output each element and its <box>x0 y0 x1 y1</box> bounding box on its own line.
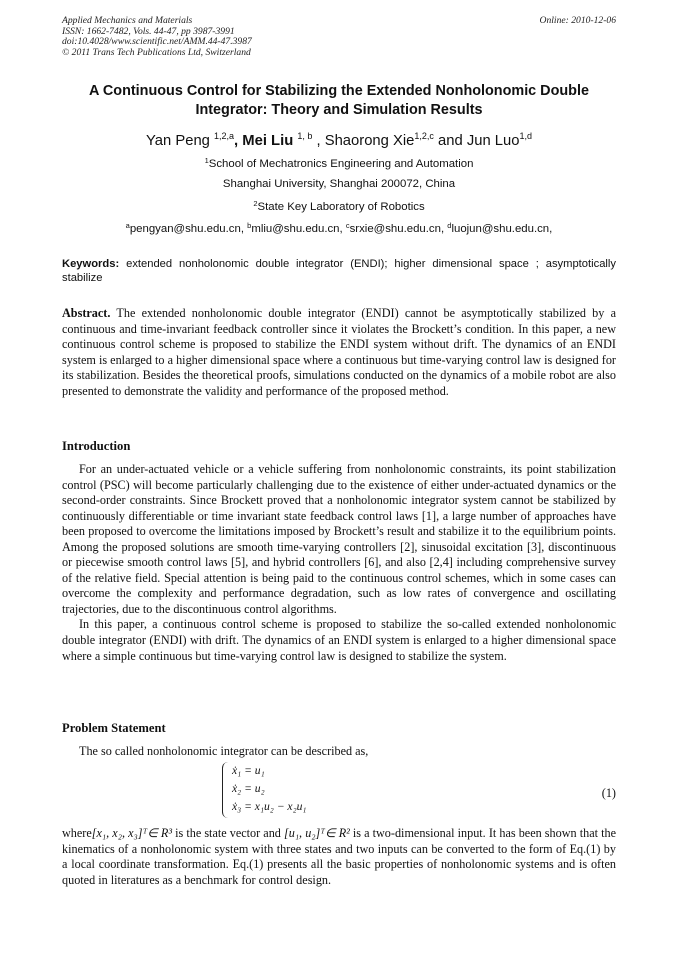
affiliation-1: $^1$School of Mechatronics Engineering and Automation <box>204 156 474 170</box>
state-vector-math: [x₁, x₂, x₃]ᵀ∈ R³ <box>91 826 173 840</box>
equation-line-1: ẋ₁ = u₁ <box>232 764 265 777</box>
journal-header <box>62 16 616 58</box>
title-line-2: Integrator: Theory and Simulation Results <box>195 101 483 118</box>
introduction-paragraph-2: In this paper, a continuous control scheme is proposed to stabilize the so-called extended nonholonomic double integrator (ENDI) with drift. The dynamics of an ENDI system is enlarged to a higher dimensional space where a simple continuous but time-varying control law is designed to stabilize the system. <box>62 617 616 663</box>
title-line-1: A Continuous Control for Stabilizing the Extended Nonholonomic Double <box>89 83 589 99</box>
author-4: and Jun Luo <box>433 133 520 149</box>
equation-number: (1) <box>601 786 616 800</box>
keywords-text: extended nonholonomic double integrator (ENDI); higher dimensional space ; asymptotically stabilize <box>62 258 616 284</box>
equation-line-2: ẋ₂ = u₂ <box>232 782 265 795</box>
introduction-body <box>62 462 616 664</box>
journal-name: Applied Mechanics and Materials <box>62 15 193 26</box>
author-1: Yan Peng <box>146 133 215 149</box>
affiliation-2: $^2$State Key Laboratory of Robotics <box>253 199 425 213</box>
author-3-affiliation: 1,2,c <box>414 131 434 141</box>
author-1-affiliation: 1,2,a <box>214 131 235 141</box>
problem-paragraph-2: where[x₁, x₂, x₃]ᵀ∈ R³ is the state vector and [u₁, u₂]ᵀ∈ R² is a two-dimensional input. It has been shown that the kinematics of a nonholonomic system with three states and two inputs can be converted to the form of Eq.(1) by a local coordinate transformation. Eq.(1) presents all the basic properties of nonholonomic systems and is often quoted in literatures as a benchmark for control design. <box>62 826 616 887</box>
equation-brace <box>222 762 229 818</box>
author-4-affiliation: 1,d <box>519 131 532 141</box>
author-2-affiliation: 1, b <box>297 131 313 141</box>
abstract-label: Abstract. <box>62 306 111 320</box>
author-separator: , Mei Liu <box>234 133 298 149</box>
author-emails: $^a$pengyan@shu.edu.cn, $^b$mliu@shu.edu.cn, $^c$srxie@shu.edu.cn, $^d$luojun@shu.edu.cn, <box>125 221 553 235</box>
author-3: , Shaorong Xie <box>312 133 415 149</box>
input-vector-math: [u₁, u₂]ᵀ∈ R² <box>283 826 350 840</box>
journal-issn: ISSN: 1662-7482, Vols. 44-47, pp 3987-3991 <box>62 25 235 37</box>
equation-1 <box>222 762 616 822</box>
journal-copyright: © 2011 Trans Tech Publications Ltd, Switzerland <box>62 46 251 58</box>
journal-doi: doi:10.4028/www.scientific.net/AMM.44-47.3987 <box>62 36 252 48</box>
keywords-label: Keywords: <box>62 258 120 270</box>
abstract <box>62 306 616 399</box>
equation-line-3: ẋ₃ = x₁u₂ − x₂u₁ <box>232 800 307 813</box>
abstract-text: The extended nonholonomic double integrator (ENDI) cannot be asymptotically stabilized by a continuous and time-invariant feedback controller since it violates the Brockett’s condition. In this paper, a new continuous control scheme is proposed to stabilize the ENDI system without drift. The dynamics of an ENDI system is enlarged to a higher dimensional space where a continuous but time-varying control law is designed for its stabilization. Besides the theoretical proofs, simulations conducted on the dynamics of a mobile robot are also presented to demonstrate the validity and performance of the proposed method. <box>62 306 616 398</box>
keywords <box>62 257 616 285</box>
introduction-paragraph-1: For an under-actuated vehicle or a vehicle suffering from nonholonomic constraints, its point stabilization control (PSC) will become particularly challenging due to the existence of either under-actuated dynamics or the second-order constraints. Since Brockett proved that a nonholonomic integrator system cannot be stabilized by continuously differentiable or time invariant state feedback control laws [1], a large number of approaches have been proposed to overcome the limitations imposed by Brockett’s result and stabilize it to the equilibrium points. Among the proposed solutions are smooth time-varying controllers [2], sinusoidal excitation [3], discontinuous or piecewise smooth control laws [5], and hybrid controllers [6], and also [2,4] including comprehensive survey of the relative field. Special attention is being paid to the continuous control schemes, which in some cases can overcome the complexity and performance degradation, such as low rates of convergence and oscillating trajectories, due to the discontinuous control algorithms. <box>62 462 616 616</box>
author-list <box>62 131 616 149</box>
paper-title <box>62 82 616 119</box>
affiliation-1-address: Shanghai University, Shanghai 200072, China <box>222 178 456 190</box>
introduction-heading: Introduction <box>62 439 131 453</box>
online-date: Online: 2010-12-06 <box>539 15 616 26</box>
problem-paragraph-1: The so called nonholonomic integrator can be described as, <box>79 744 369 758</box>
problem-statement-heading: Problem Statement <box>62 721 166 735</box>
